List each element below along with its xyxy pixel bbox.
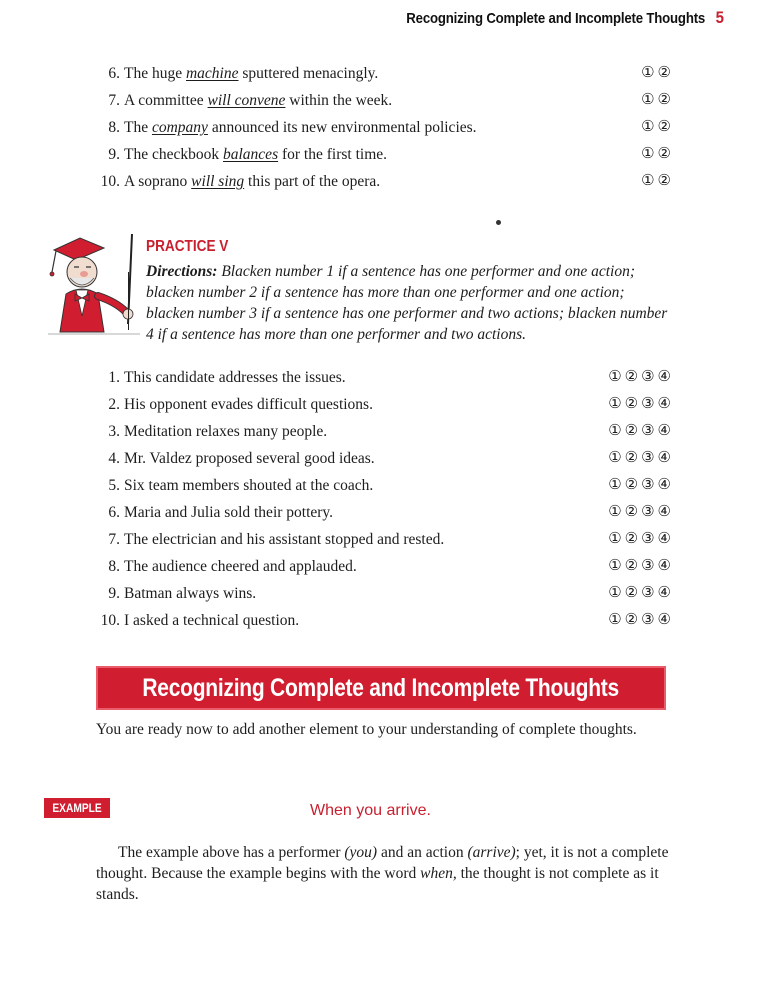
item-number: 8.: [108, 558, 120, 575]
item-sentence: His opponent evades difficult questions.: [124, 396, 373, 413]
explanation-paragraph: The example above has a performer (you) and an action (arrive); yet, it is not a complete thought. Because the example begins with the word when, the thought is not complete as it stands.: [96, 844, 669, 903]
item-sentence: The checkbook balances for the first time.: [124, 146, 388, 163]
item-number: 10.: [100, 173, 120, 190]
item-number: 7.: [108, 531, 120, 548]
list-item: [100, 580, 672, 607]
answer-bubble-2[interactable]: ②: [624, 396, 640, 412]
answer-bubble-3[interactable]: ③: [641, 423, 656, 439]
item-number: 8.: [108, 119, 120, 136]
item-number: 5.: [108, 477, 120, 494]
item-number: 9.: [108, 585, 120, 602]
answer-bubbles: [608, 526, 672, 553]
answer-bubbles: [641, 87, 672, 114]
list-item: [100, 472, 672, 499]
item-sentence: The huge machine sputtered menacingly.: [124, 65, 379, 82]
answer-bubble-1[interactable]: ①: [641, 92, 656, 108]
answer-bubble-3[interactable]: ③: [641, 531, 656, 547]
list-item: [100, 141, 672, 168]
practice-title: PRACTICE V: [146, 238, 229, 255]
answer-bubble-1[interactable]: ①: [641, 173, 656, 189]
item-number: 9.: [108, 146, 120, 163]
list-item: [100, 60, 672, 87]
underlined-word: balances: [223, 146, 279, 163]
item-sentence: Maria and Julia sold their pottery.: [124, 504, 334, 521]
answer-bubble-1[interactable]: ①: [608, 504, 623, 520]
answer-bubble-2[interactable]: ②: [657, 146, 672, 162]
answer-bubble-3[interactable]: ③: [641, 585, 656, 601]
answer-bubble-1[interactable]: ①: [608, 612, 623, 628]
answer-bubble-4[interactable]: ④: [657, 450, 672, 466]
answer-bubble-4[interactable]: ④: [657, 369, 672, 385]
list-item: [100, 553, 672, 580]
answer-bubble-2[interactable]: ②: [657, 173, 672, 189]
list-item: [100, 391, 672, 418]
item-sentence: A soprano will sing this part of the opera.: [124, 173, 381, 190]
answer-bubbles: [608, 364, 672, 391]
answer-bubble-1[interactable]: ①: [608, 585, 623, 601]
answer-bubble-2[interactable]: ②: [657, 92, 672, 108]
answer-bubbles: [608, 580, 672, 607]
list-item: [100, 499, 672, 526]
list-item: [100, 114, 672, 141]
underlined-word: machine: [185, 65, 239, 82]
answer-bubble-1[interactable]: ①: [608, 477, 623, 493]
list-item: [100, 168, 672, 195]
stray-dot: [496, 220, 501, 225]
answer-bubble-2[interactable]: ②: [624, 423, 640, 439]
answer-bubble-2[interactable]: ②: [624, 450, 640, 466]
intro-paragraph: You are ready now to add another element to your understanding of complete thoughts.: [96, 721, 637, 738]
item-number: 1.: [108, 369, 120, 386]
answer-bubble-4[interactable]: ④: [657, 423, 672, 439]
item-number: 2.: [108, 396, 120, 413]
answer-bubble-1[interactable]: ①: [641, 119, 656, 135]
answer-bubble-1[interactable]: ①: [608, 450, 623, 466]
answer-bubble-2[interactable]: ②: [624, 504, 640, 520]
answer-bubble-2[interactable]: ②: [624, 531, 640, 547]
answer-bubble-4[interactable]: ④: [657, 612, 672, 628]
example-sentence: When you arrive.: [310, 802, 431, 819]
answer-bubble-4[interactable]: ④: [657, 477, 672, 493]
list-item: [100, 364, 672, 391]
answer-bubble-4[interactable]: ④: [657, 396, 672, 412]
exercise-list-continued: [100, 60, 672, 195]
answer-bubble-1[interactable]: ①: [608, 558, 623, 574]
practice-block: [46, 232, 686, 350]
answer-bubble-4[interactable]: ④: [657, 504, 672, 520]
item-number: 7.: [108, 92, 120, 109]
page-number: 5: [715, 8, 724, 27]
answer-bubbles: [641, 168, 672, 195]
answer-bubble-1[interactable]: ①: [608, 423, 623, 439]
section-banner: [96, 666, 666, 710]
item-sentence: The electrician and his assistant stopped and rested.: [124, 531, 445, 548]
answer-bubble-3[interactable]: ③: [641, 504, 656, 520]
answer-bubble-1[interactable]: ①: [608, 396, 623, 412]
item-number: 4.: [108, 450, 120, 467]
answer-bubbles: [641, 114, 672, 141]
underlined-word: will sing: [191, 173, 245, 190]
item-number: 6.: [108, 504, 120, 521]
underlined-word: company: [151, 119, 208, 136]
practice-divider: [128, 272, 129, 330]
item-sentence: Six team members shouted at the coach.: [124, 477, 374, 494]
answer-bubble-3[interactable]: ③: [641, 369, 656, 385]
section-heading: Recognizing Complete and Incomplete Thoughts: [142, 673, 620, 702]
answer-bubbles: [641, 60, 672, 87]
answer-bubbles: [608, 472, 672, 499]
running-head: [406, 8, 724, 28]
answer-bubbles: [641, 141, 672, 168]
answer-bubble-1[interactable]: ①: [641, 146, 656, 162]
answer-bubble-1[interactable]: ①: [608, 531, 623, 547]
answer-bubble-3[interactable]: ③: [641, 477, 656, 493]
answer-bubble-3[interactable]: ③: [641, 558, 656, 574]
answer-bubble-4[interactable]: ④: [657, 531, 672, 547]
list-item: [100, 418, 672, 445]
answer-bubbles: [608, 499, 672, 526]
answer-bubbles: [608, 445, 672, 472]
practice-v-list: [100, 364, 672, 634]
answer-bubble-4[interactable]: ④: [657, 558, 672, 574]
answer-bubble-2[interactable]: ②: [657, 65, 672, 81]
answer-bubble-2[interactable]: ②: [624, 612, 640, 628]
item-sentence: Batman always wins.: [124, 585, 257, 602]
item-sentence: A committee will convene within the week.: [124, 92, 393, 109]
item-sentence: I asked a technical question.: [124, 612, 300, 629]
item-sentence: Mr. Valdez proposed several good ideas.: [124, 450, 375, 467]
example-badge: EXAMPLE: [44, 798, 110, 818]
answer-bubble-4[interactable]: ④: [657, 585, 672, 601]
answer-bubbles: [608, 607, 672, 634]
list-item: [100, 445, 672, 472]
answer-bubble-2[interactable]: ②: [624, 558, 640, 574]
list-item: [100, 607, 672, 634]
item-sentence: The company announced its new environmental policies.: [124, 119, 477, 136]
item-number: 10.: [100, 612, 120, 629]
item-sentence: The audience cheered and applauded.: [124, 558, 357, 575]
item-sentence: Meditation relaxes many people.: [124, 423, 328, 440]
list-item: [100, 526, 672, 553]
practice-directions: [146, 261, 676, 345]
answer-bubble-3[interactable]: ③: [641, 396, 656, 412]
answer-bubbles: [608, 418, 672, 445]
item-number: 6.: [108, 65, 120, 82]
underlined-word: will convene: [207, 92, 286, 109]
answer-bubble-2[interactable]: ②: [624, 477, 640, 493]
running-head-title: Recognizing Complete and Incomplete Thoughts: [406, 10, 706, 27]
answer-bubble-2[interactable]: ②: [657, 119, 672, 135]
item-number: 3.: [108, 423, 120, 440]
answer-bubble-2[interactable]: ②: [624, 585, 640, 601]
list-item: [100, 87, 672, 114]
item-sentence: This candidate addresses the issues.: [124, 369, 346, 386]
directions-text: Blacken number 1 if a sentence has one performer and one action; blacken number 2 if a sentence has more than one performer and one action; blacken number 3 if a sentence has one performer and two actions; blacken number 4 if a sentence has more than one performer and two actions.: [146, 263, 668, 343]
answer-bubbles: [608, 553, 672, 580]
answer-bubble-1[interactable]: ①: [608, 369, 623, 385]
directions-label: Directions:: [146, 263, 218, 280]
answer-bubble-2[interactable]: ②: [624, 369, 640, 385]
answer-bubble-1[interactable]: ①: [641, 65, 656, 81]
answer-bubble-3[interactable]: ③: [641, 450, 656, 466]
answer-bubbles: [608, 391, 672, 418]
answer-bubble-3[interactable]: ③: [641, 612, 656, 628]
